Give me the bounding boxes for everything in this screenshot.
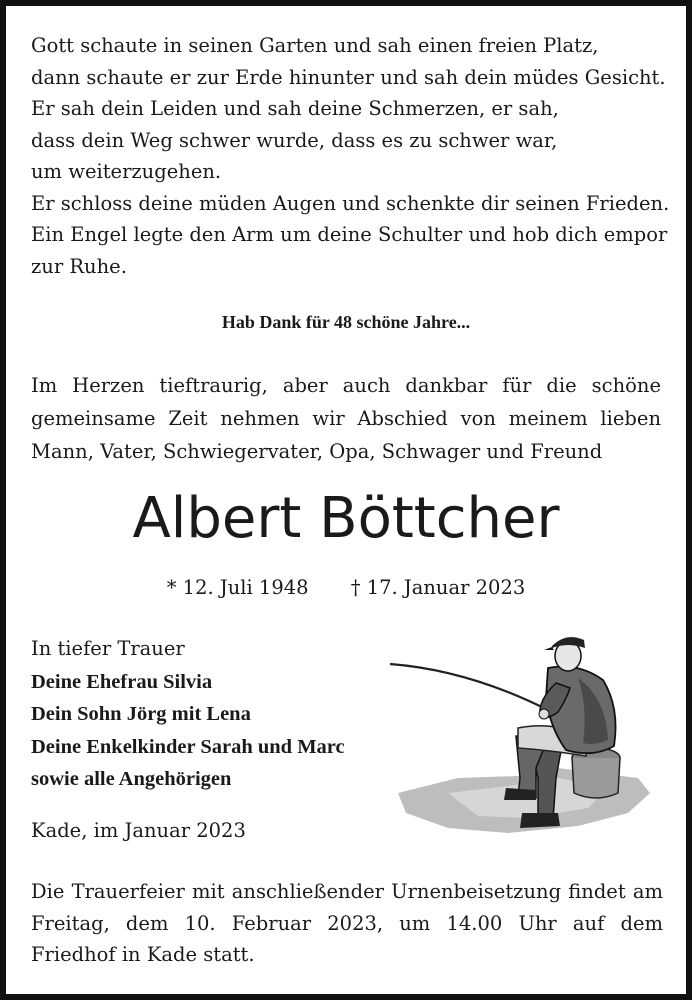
- intro-text: Im Herzen tieftraurig, aber auch dankbar für die schöne gemeinsame Zeit nehmen wir Abschied von meinem lieben Mann, Vater, Schwiegervater, Opa, Schwager und Freund: [31, 374, 661, 463]
- deceased-name: Albert Böttcher: [132, 486, 560, 551]
- poem-line: Ein Engel legte den Arm um deine Schulter und hob dich empor: [31, 223, 668, 246]
- mourner-line: Dein Sohn Jörg mit Lena: [31, 703, 251, 725]
- birth-date: * 12. Juli 1948: [166, 576, 309, 599]
- boot-right: [520, 813, 560, 828]
- fishing-rod: [390, 664, 548, 710]
- poem-line: Er sah dein Leiden und sah deine Schmerzen, er sah,: [31, 97, 559, 120]
- poem-line: Gott schaute in seinen Garten und sah einen freien Platz,: [31, 34, 599, 57]
- mourner-line: Deine Ehefrau Silvia: [31, 670, 213, 693]
- thanks-line: Hab Dank für 48 schöne Jahre...: [221, 312, 471, 332]
- boot-left: [504, 788, 536, 800]
- poem-line: dann schaute er zur Erde hinunter und sah dein müdes Gesicht.: [31, 65, 666, 89]
- place-date: Kade, im Januar 2023: [31, 819, 246, 842]
- mourners-block: [31, 633, 411, 796]
- life-dates: [0, 576, 692, 599]
- poem-line: dass dein Weg schwer wurde, dass es zu schwer war,: [31, 128, 558, 152]
- poem-line: Er schloss deine müden Augen und schenkte dir seinen Frieden.: [31, 191, 670, 215]
- poem-line: zur Ruhe.: [31, 254, 127, 278]
- hand: [539, 709, 549, 719]
- mourner-line: sowie alle Angehörigen: [31, 768, 232, 790]
- fisherman-illustration: [388, 628, 658, 848]
- poem: [31, 30, 670, 282]
- mourner-line: Deine Enkelkinder Sarah und Marc: [31, 735, 345, 758]
- ceremony-text: Die Trauerfeier mit anschließender Urnenbeisetzung findet am Freitag, dem 10. Februar 2023, um 14.00 Uhr auf dem Friedhof in Kade statt.: [31, 880, 663, 966]
- mourners-heading: In tiefer Trauer: [31, 637, 185, 660]
- stool-body: [572, 758, 620, 798]
- poem-line: um weiterzugehen.: [31, 160, 222, 183]
- death-date: † 17. Januar 2023: [350, 576, 526, 599]
